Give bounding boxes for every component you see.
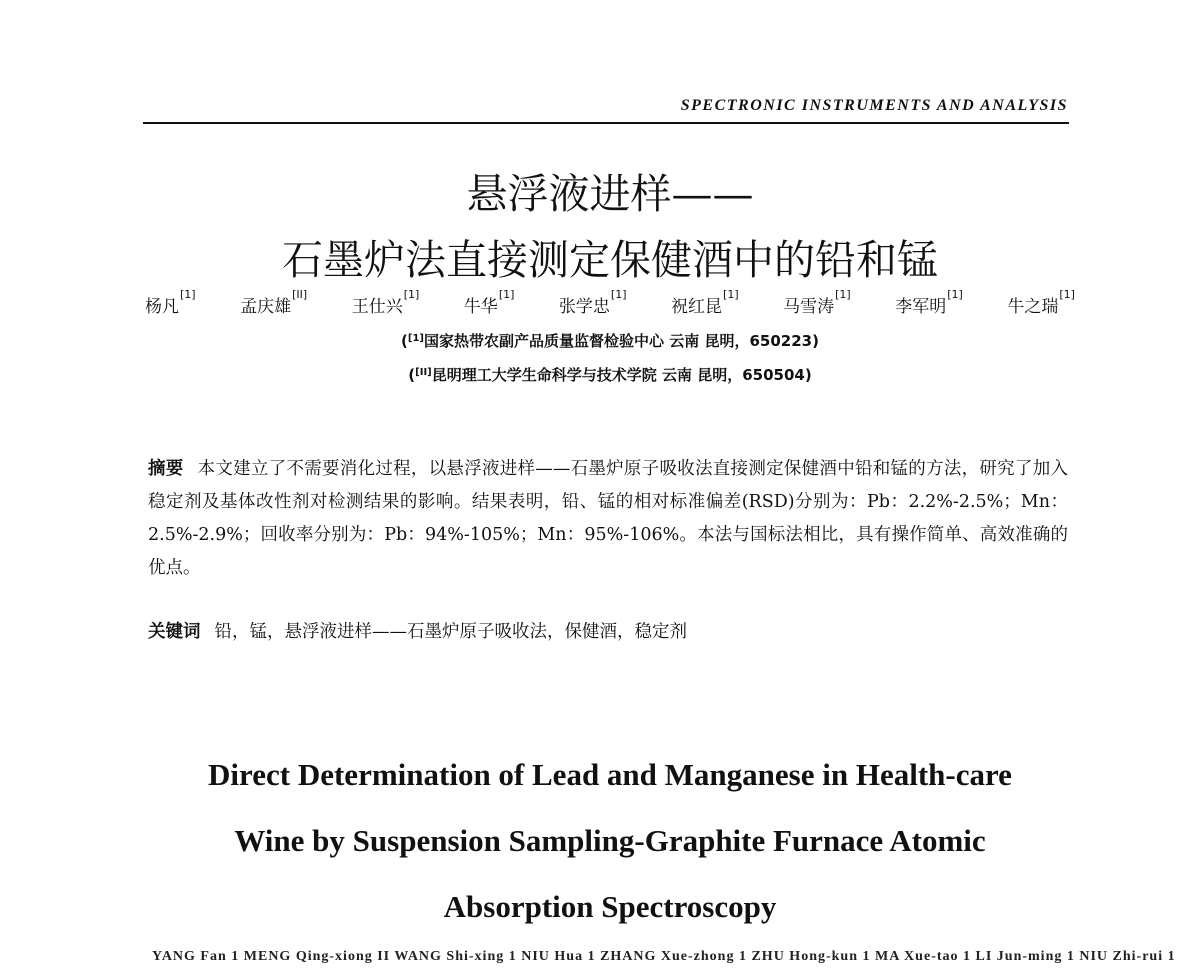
header-rule xyxy=(143,122,1069,124)
author: 张学忠[1] xyxy=(558,288,627,317)
keywords-label: 关键词 xyxy=(148,622,201,642)
author-list xyxy=(145,288,1075,317)
author: 牛之瑞[1] xyxy=(1007,288,1075,317)
keywords-text: 铅，锰，悬浮液进样——石墨炉原子吸收法，保健酒，稳定剂 xyxy=(214,622,687,642)
author: 李军明[1] xyxy=(895,288,963,317)
english-title-line-2: Wine by Suspension Sampling-Graphite Furnace Atomic xyxy=(234,823,986,858)
english-title-line-1: Direct Determination of Lead and Manganese in Health-care xyxy=(208,757,1012,792)
affiliation-1: ([1]国家热带农副产品质量监督检验中心 云南 昆明，650223) xyxy=(401,332,819,350)
english-title-line-3: Absorption Spectroscopy xyxy=(443,889,777,924)
author: 祝红昆[1] xyxy=(671,288,739,317)
author: 牛华[1] xyxy=(463,288,515,317)
chinese-title-line-1: 悬浮液进样—— xyxy=(466,170,754,218)
author: 孟庆雄[II] xyxy=(240,288,308,317)
affiliation-2: ([II]昆明理工大学生命科学与技术学院 云南 昆明，650504) xyxy=(408,366,812,384)
author: 马雪涛[1] xyxy=(783,288,851,317)
journal-running-header: SPECTRONIC INSTRUMENTS AND ANALYSIS xyxy=(680,97,1068,114)
english-authors-cut-off: YANG Fan 1 MENG Qing-xiong II WANG Shi-xing 1 NIU Hua 1 ZHANG Xue-zhong 1 ZHU Hong-kun 1 MA Xue-tao 1 LI Jun-ming 1 NIU Zhi-rui 1 xyxy=(152,949,1176,964)
author: 王仕兴[1] xyxy=(351,288,420,317)
author: 杨凡[1] xyxy=(145,288,196,317)
abstract-label: 摘要 xyxy=(148,459,184,479)
keywords-line xyxy=(148,617,1068,647)
abstract-text: 本文建立了不需要消化过程，以悬浮液进样——石墨炉原子吸收法直接测定保健酒中铅和锰的方法，研究了加入稳定剂及基体改性剂对检测结果的影响。结果表明，铅、锰的相对标准偏差(RSD)分别为：Pb：2.2%-2.5%；Mn：2.5%-2.9%；回收率分别为：Pb：94%-105%；Mn：95%-106%。本法与国标法相比，具有操作简单、高效准确的优点。 xyxy=(148,459,1069,578)
chinese-title-line-2: 石墨炉法直接测定保健酒中的铅和锰 xyxy=(282,236,938,284)
abstract-paragraph xyxy=(148,453,1068,585)
